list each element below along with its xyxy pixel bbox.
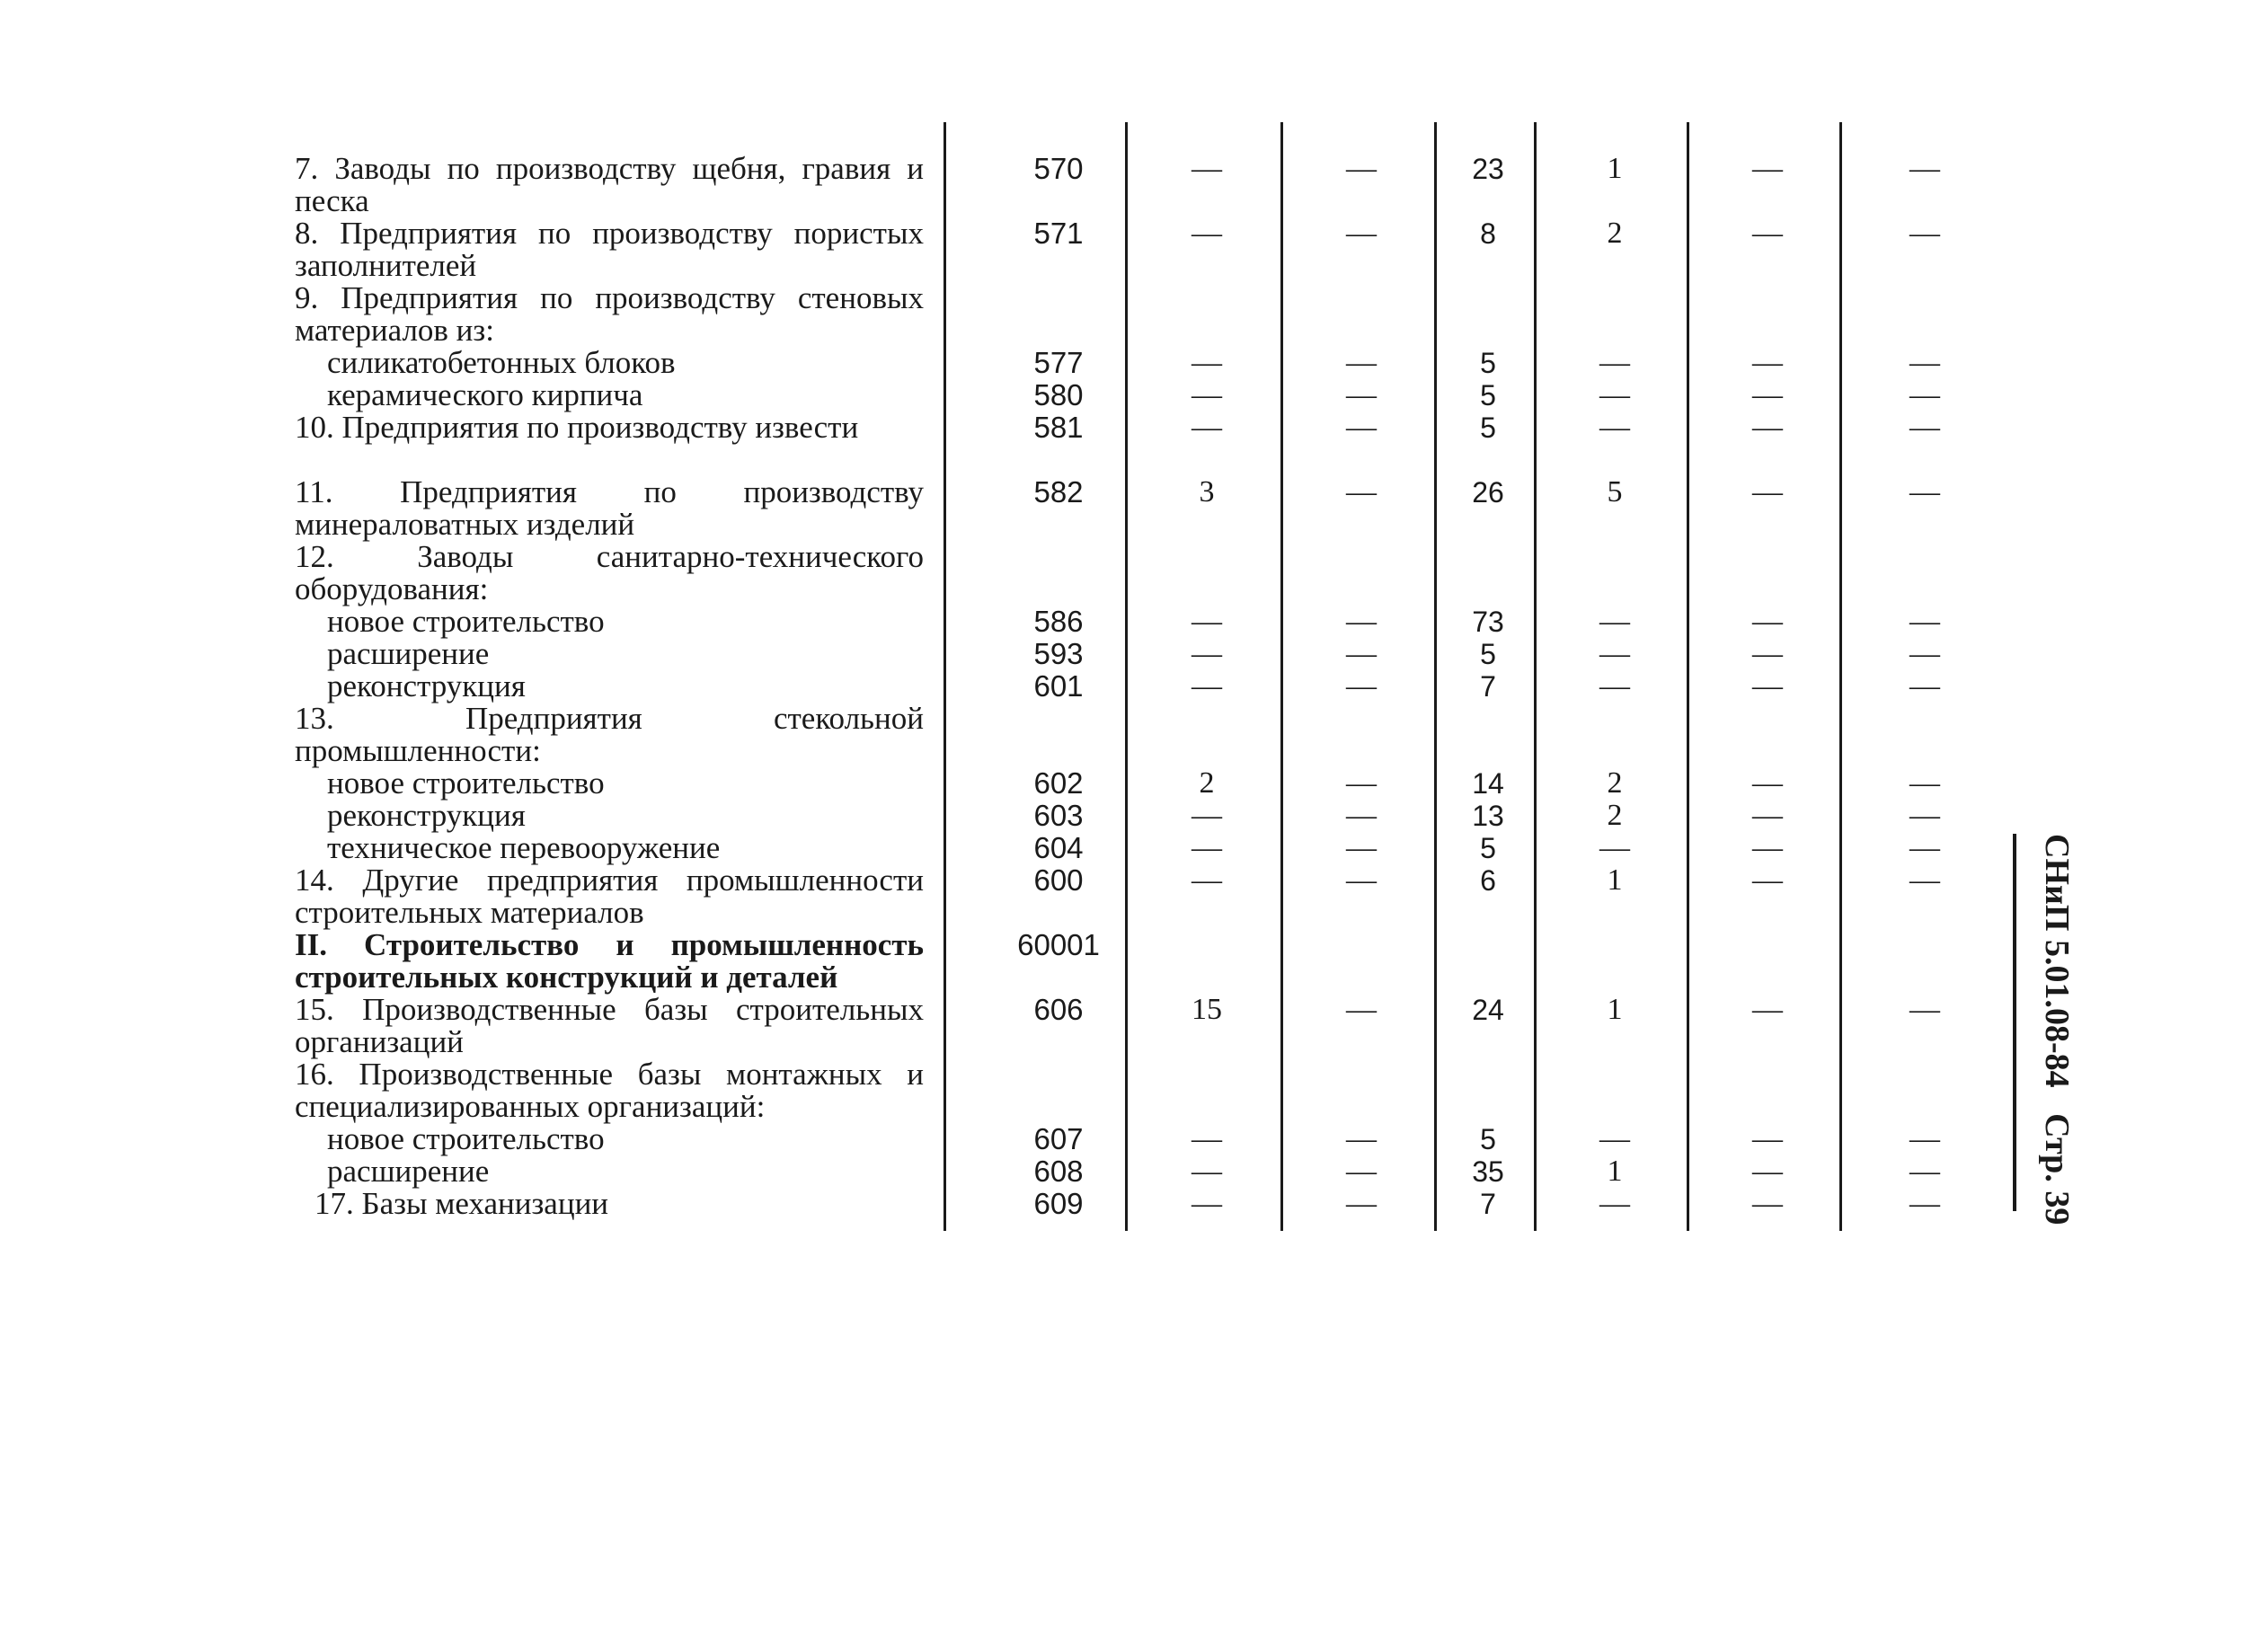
table-cell: — [1192,637,1222,670]
table-cell: — [1909,799,1940,832]
table-cell: 5 [1480,411,1496,444]
table-cell: — [1909,993,1940,1026]
row-label: 16. Производственные базы монтажных и специализированных организаций: [295,1057,924,1124]
table-cell: — [1192,669,1222,703]
table-cell: — [1909,378,1940,411]
section-heading: II. Строительство и промышленность строительных конструкций и деталей [295,927,924,995]
row-code: 606 [1033,993,1084,1026]
table-cell: — [1346,637,1377,670]
table-cell: — [1346,1187,1377,1220]
table-cell: — [1752,475,1783,509]
table-cell: — [1346,152,1377,185]
row-label: реконструкция [327,668,526,703]
row-label: силикатобетонных блоков [327,345,676,380]
document-code: СНиП 5.01.08-84 [2038,834,2076,1088]
table-cell: — [1599,1122,1630,1155]
table-cell: — [1752,378,1783,411]
table-cell: — [1346,993,1377,1026]
row-code: 577 [1033,346,1084,379]
table-cell: 24 [1472,994,1504,1026]
table-cell: 26 [1472,476,1504,509]
table-cell: — [1752,766,1783,800]
row-code: 603 [1033,799,1084,832]
table-cell: — [1599,378,1630,411]
table-cell: 8 [1480,217,1496,250]
table-cell: — [1192,217,1222,250]
table-cell: — [1909,1122,1940,1155]
table-cell: — [1909,152,1940,185]
table-cell: — [1909,669,1940,703]
table-cell: — [1752,799,1783,832]
row-label: расширение [327,1154,490,1189]
table-cell: 3 [1199,475,1215,509]
table-cell: — [1346,669,1377,703]
table-cell: — [1346,217,1377,250]
row-label: 15. Производственные базы строительных организаций [295,992,924,1059]
table-cell: — [1909,217,1940,250]
table-cell: — [1909,831,1940,864]
row-label: 13. Предприятия стекольной промышленности: [295,701,924,768]
row-label: новое строительство [327,1121,605,1156]
table-cell: — [1192,1122,1222,1155]
table-cell: — [1599,831,1630,864]
row-code: 570 [1033,152,1084,185]
table-cell: 7 [1480,1188,1496,1220]
table-cell: — [1909,1187,1940,1220]
table-cell: — [1752,1155,1783,1188]
table-cell: — [1192,378,1222,411]
row-label: 14. Другие предприятия промышленности строительных материалов [295,863,924,930]
table-cell: — [1752,1187,1783,1220]
column-rule [1125,122,1128,1231]
table-cell: 5 [1607,475,1623,509]
table-cell: — [1909,1155,1940,1188]
table-cell: — [1752,1122,1783,1155]
table-cell: — [1346,799,1377,832]
column-rule [944,122,946,1231]
row-label: 9. Предприятия по производству стеновых материалов из: [295,280,924,348]
row-label: 12. Заводы санитарно-технического оборудования: [295,539,924,606]
table-cell: — [1752,152,1783,185]
table-cell: — [1752,217,1783,250]
table-cell: — [1599,637,1630,670]
table-cell: 5 [1480,347,1496,379]
table-cell: — [1752,411,1783,444]
table-cell: 6 [1480,864,1496,897]
row-label: 10. Предприятия по производству извести [295,410,859,445]
row-label: 8. Предприятия по производству пористых заполнителей [295,216,924,283]
row-code: 604 [1033,831,1084,864]
table-cell: — [1346,766,1377,800]
row-code: 581 [1033,411,1084,444]
table-cell: — [1752,605,1783,638]
table-cell: — [1346,1155,1377,1188]
table-cell: — [1599,1187,1630,1220]
row-code: 607 [1033,1122,1084,1155]
table-cell: 1 [1607,152,1623,185]
row-label: расширение [327,636,490,671]
table-cell: — [1346,411,1377,444]
table-cell: — [1599,346,1630,379]
table-cell: — [1346,378,1377,411]
table-cell: — [1192,863,1222,897]
table-cell: 2 [1199,766,1215,800]
table-cell: — [1599,669,1630,703]
row-label: новое строительство [327,765,605,801]
table-cell: 23 [1472,153,1504,185]
table-cell: — [1346,475,1377,509]
table-cell: — [1909,475,1940,509]
table-cell: 5 [1480,1123,1496,1155]
table-cell: — [1346,1122,1377,1155]
table-cell: 2 [1607,799,1623,832]
table-cell: — [1752,669,1783,703]
table-cell: 2 [1607,217,1623,250]
table-cell: — [1909,346,1940,379]
table-cell: 13 [1472,800,1504,832]
table-cell: — [1346,346,1377,379]
table-cell: — [1192,831,1222,864]
row-code: 602 [1033,766,1084,800]
table-cell: — [1192,411,1222,444]
table-cell: 5 [1480,638,1496,670]
table-cell: — [1346,831,1377,864]
table-cell: 7 [1480,670,1496,703]
row-label: техническое перевооружение [327,830,721,865]
table-cell: 1 [1607,1155,1623,1188]
table-cell: — [1599,605,1630,638]
table-cell: 1 [1607,863,1623,897]
page-number: Стр. 39 [2038,1113,2076,1225]
row-code: 60001 [1017,928,1100,961]
table-cell: — [1192,1187,1222,1220]
table-cell: 14 [1472,767,1504,800]
table-cell: 1 [1607,993,1623,1026]
table-cell: — [1192,346,1222,379]
table-cell: 5 [1480,832,1496,864]
table-cell: 5 [1480,379,1496,411]
table-cell: 73 [1472,606,1504,638]
row-code: 582 [1033,475,1084,509]
row-label: реконструкция [327,798,526,833]
table-cell: 35 [1472,1155,1504,1188]
table-cell: — [1909,605,1940,638]
row-code: 609 [1033,1187,1084,1220]
table-cell: — [1752,831,1783,864]
table-cell: — [1599,411,1630,444]
table-cell: — [1752,637,1783,670]
table-cell: — [1346,605,1377,638]
table-cell: — [1909,863,1940,897]
table-cell: — [1192,152,1222,185]
row-label: 17. Базы механизации [315,1186,609,1221]
row-label: новое строительство [327,604,605,639]
row-code: 601 [1033,669,1084,703]
table-cell: 2 [1607,766,1623,800]
table-cell: — [1192,605,1222,638]
row-code: 586 [1033,605,1084,638]
table-cell: — [1909,411,1940,444]
table-cell: — [1192,1155,1222,1188]
row-label: 11. Предприятия по производству минераловатных изделий [295,474,924,542]
table-cell: — [1192,799,1222,832]
row-label: 7. Заводы по производству щебня, гравия и песка [295,151,924,218]
page-sidebar [2013,834,2079,1225]
row-code: 593 [1033,637,1084,670]
table-cell: — [1752,346,1783,379]
row-code: 571 [1033,217,1084,250]
row-code: 608 [1033,1155,1084,1188]
table-cell: — [1752,993,1783,1026]
table-cell: 15 [1192,993,1222,1026]
table-cell: — [1752,863,1783,897]
row-label: керамического кирпича [327,377,643,412]
table-cell: — [1909,637,1940,670]
table-cell: — [1346,863,1377,897]
table-cell: — [1909,766,1940,800]
row-code: 580 [1033,378,1084,411]
row-code: 600 [1033,863,1084,897]
